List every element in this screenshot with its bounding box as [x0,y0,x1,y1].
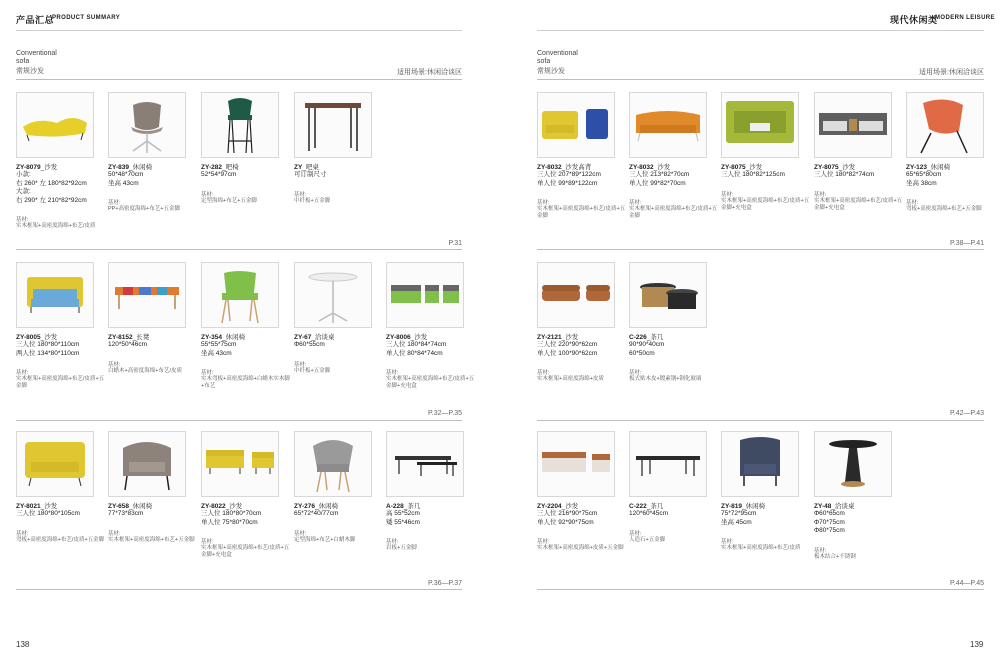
product-card [906,92,1000,213]
product-title [16,332,110,341]
left-section-heading [16,50,57,76]
material-text: 弯板+高密度海绵+布艺+五金脚 [906,206,982,212]
header-left-en: PRODUCT SUMMARY [52,15,121,21]
product-card [294,431,388,544]
product-spec: 三人位 220*90*62cm [537,341,598,348]
product-name: _长凳 [132,334,150,341]
product-spec: 三人位 180*80*110cm [16,341,80,348]
product-code: ZY-8022 [201,503,226,510]
left-section-cn: 常规沙发 [16,68,44,75]
product-code: ZY-2121 [537,334,562,341]
product-name: _吧椅 [221,164,239,171]
material-label: 基材: [721,191,734,198]
product-spec: 右 260* 左 180*82*92cm [16,179,87,187]
product-title [814,162,908,171]
material-text: 实木框架+高密度海绵+布艺/皮质+五金脚 [537,206,626,219]
product-code: ZY-839 [108,164,129,171]
product-name: _沙发 [561,334,579,341]
material-text: 实木框架+高密度海绵+布艺/皮质 [721,545,801,551]
product-title [294,501,388,510]
material-label: 基材: [814,547,827,554]
page-number-left: 138 [16,640,30,649]
product-image [201,431,279,497]
left-rule-top [16,79,462,80]
product-code: ZY-282 [201,164,222,171]
product-title [721,501,815,510]
material-text: 中纤板+五金脚 [294,197,331,204]
material-label: 基材: [721,539,734,545]
product-code: C-226 [629,334,647,341]
product-spec: 65*72*40/77cm [294,510,339,517]
product-spec: 120*60*45cm [629,510,669,517]
right-rule-top [537,79,984,80]
product-spec: 77*73*83cm [108,510,144,517]
product-image [16,431,94,497]
product-title [108,162,202,171]
product-spec: 矮 55*46cm [386,518,420,526]
material-label: 基材: [201,191,214,198]
material-label: 基材: [16,370,29,376]
product-spec: 55*55*75cm [201,341,237,348]
product-image [629,431,707,497]
product-code: ZY-8075 [721,164,746,171]
product-spec: 坐高 43cm [201,349,232,357]
product-card [386,431,480,552]
product-image [294,262,372,328]
product-code: ZY-819 [721,503,742,510]
product-card [814,431,908,561]
product-card [294,92,388,205]
product-title [386,332,480,341]
product-spec: 三人位 216*90*75cm [537,510,598,517]
product-card [201,92,295,205]
product-card [629,431,723,544]
product-title [201,501,295,510]
product-image [16,92,94,158]
product-spec: 50*48*70cm [108,171,144,178]
material-text: 定型海绵+布艺+五金脚 [201,197,257,204]
product-spec: 90*90*40cm [629,341,665,348]
product-spec: 三人位 180*80*105cm [16,510,80,517]
left-rule-1 [16,249,462,250]
product-title [537,332,631,341]
right-page-ref-3: P.44—P.45 [950,580,984,587]
material-text: 岩板+五金脚 [386,545,417,551]
material-label: 基材: [386,539,399,545]
product-name: _沙发 [410,334,428,341]
product-spec: 三人位 180*82*74cm [814,171,875,178]
product-code: ZY-2204 [537,503,562,510]
product-image [537,431,615,497]
product-spec: 坐高 45cm [721,518,752,526]
material-text: 人造石+五金脚 [629,536,666,543]
product-name: _沙发 [653,164,671,171]
material-label: 基材: [16,530,29,537]
material-label: 基材: [537,539,550,545]
right-section-en-1: Conventional [537,50,578,57]
product-name: _沙发 [561,503,579,510]
product-spec: 52*54*97cm [201,171,237,178]
material-text: 定型海绵+布艺+白蜡木脚 [294,536,356,543]
product-spec: Φ60*65cm [814,510,845,517]
product-title [108,501,202,510]
product-spec: 单人位 75*80*70cm [201,518,258,526]
header-right-cn: 现代休闲类 [890,15,938,25]
product-spec: 三人位 213*82*70cm [629,171,690,178]
product-code: C-222 [629,503,647,510]
product-image [201,92,279,158]
product-card [16,431,110,544]
right-rule-3 [537,589,984,590]
product-name: _沙发高背 [561,164,592,171]
product-title [16,162,110,171]
product-image [294,431,372,497]
product-spec: 可订制尺寸 [294,171,327,178]
product-name: _茶几 [646,334,664,341]
product-image [814,431,892,497]
product-image [629,92,707,158]
product-card [814,92,908,212]
product-name: _茶几 [646,503,664,510]
right-rule-2 [537,420,984,421]
material-text: 实木框架+高密度海绵+布艺/皮质+五金脚 [16,376,105,389]
product-title [201,162,295,171]
left-section-en-1: Conventional [16,50,57,57]
material-label: 基材: [537,200,550,206]
material-label: 基材: [294,530,307,537]
left-page-ref-1: P.31 [448,240,462,247]
product-name: _沙发 [838,164,856,171]
product-card [294,262,388,375]
product-spec: 大款: [16,188,31,195]
product-code: ZY-8079 [16,164,41,171]
left-rule-3 [16,589,462,590]
material-label: 基材: [16,217,29,223]
product-spec: Φ80*75cm [814,527,845,534]
product-code: ZY-8021 [16,503,41,510]
material-text: 实木框架+高密度海绵+布艺/皮质+五金脚+充电盒 [201,545,290,558]
product-title [537,162,631,171]
product-image [814,92,892,158]
product-spec: Φ60*55cm [294,341,325,348]
product-spec: 三人位 180*80*70cm [201,510,262,517]
product-card [108,92,202,213]
material-text: PP+高密度海绵+布艺+五金脚 [108,206,180,212]
product-image [294,92,372,158]
product-image [906,92,984,158]
material-text: 实木框架+高密度海绵+布艺/皮质+五金脚 [629,206,718,219]
product-image [108,92,186,158]
product-name: _洽谈桌 [831,503,855,510]
product-name: _茶几 [403,503,421,510]
product-title [721,162,815,171]
product-image [721,92,799,158]
product-title [16,501,110,510]
product-name: _休闲椅 [926,164,951,171]
product-image [16,262,94,328]
product-image [537,262,615,328]
material-text: 板木结合+不锈钢 [814,553,856,560]
material-text: 实木框架+高密度海绵+布艺/皮质+五金脚+充电盒 [721,197,810,211]
material-text: 实木框架+高密度海绵+皮质+五金脚 [537,545,624,551]
product-title [108,332,202,341]
product-spec: Φ70*75cm [814,518,845,526]
product-card [721,92,815,212]
product-name: _沙发 [40,164,58,171]
header-right-en: MODERN LEISURE [935,15,995,21]
material-label: 基材: [386,370,399,376]
product-code: ZY-8032 [537,164,562,171]
product-spec: 单人位 99*82*70cm [629,179,686,187]
material-text: 板式贴木皮+镀素钢+钢化玻璃 [629,376,702,382]
right-section-cn: 常规沙发 [537,68,565,75]
product-code: ZY-658 [108,503,129,510]
product-spec: 单人位 92*90*75cm [537,518,594,526]
product-card [629,92,723,220]
product-name: _休闲椅 [314,503,339,510]
product-spec: 单人位 99*89*122cm [537,179,598,187]
product-spec: 单人位 80*84*74cm [386,349,443,357]
header-left-cn: 产品汇总 [16,15,55,25]
material-text: 实木框架+高密度海绵+布艺/皮质+五金脚+充电盒 [814,197,903,211]
product-code: A-228 [386,503,404,510]
product-spec: 坐高 38cm [906,179,937,187]
product-code: ZY-8006 [386,334,411,341]
product-name: _沙发 [40,334,58,341]
product-card [201,431,295,559]
material-label: 基材: [537,370,550,376]
product-title [201,332,295,341]
product-image [108,262,186,328]
product-code: ZY-354 [201,334,222,341]
product-title [906,162,1000,171]
product-code: ZY-67 [294,334,312,341]
product-title [629,332,723,341]
right-page-ref-1: P.38—P.41 [950,240,984,247]
product-spec: 60*50cm [629,349,655,357]
product-spec: 65*65*80cm [906,171,942,178]
product-spec: 三人位 180*84*74cm [386,341,447,348]
right-rule-1 [537,249,984,250]
left-scene: 适用场景:休闲洽谈区 [397,69,462,76]
material-text: 实木框架+高密度海绵+布艺/皮质+五金脚+充电盒 [386,376,475,389]
product-title [814,501,908,510]
product-spec: 75*72*95cm [721,510,757,517]
material-label: 基材: [294,191,307,198]
product-title [629,162,723,171]
header-divider-right [537,30,984,31]
product-code: ZY-48 [814,503,832,510]
product-card [537,262,631,383]
right-section-heading [537,50,578,76]
material-text: 实木框架+高密度海绵+布艺/皮质 [16,223,96,229]
material-label: 基材: [201,539,214,545]
left-page-ref-2: P.32—P.35 [428,410,462,417]
material-text: 弯板+高密度海绵+布艺/皮质+五金脚 [16,536,105,543]
material-label: 基材: [629,530,642,537]
product-title [386,501,480,510]
product-spec: 高 55*52cm [386,510,420,517]
left-page-ref-3: P.36—P.37 [428,580,462,587]
material-text: 白蜡木+高密度海绵+布艺/皮质 [108,367,182,374]
product-image [201,262,279,328]
product-code: ZY-8005 [16,334,41,341]
product-card [721,431,815,552]
product-image [629,262,707,328]
header-divider-left [16,30,462,31]
product-image [721,431,799,497]
material-text: 实木弯板+高密度海绵+白蜡木实木脚+布艺 [201,376,290,389]
product-code: ZY [294,164,303,171]
product-card [108,431,202,544]
product-name: _休闲椅 [128,503,153,510]
product-spec: 三人位 180*82*125cm [721,171,785,178]
product-title [294,162,388,171]
product-spec: 三人位 207*89*122cm [537,171,601,178]
product-spec: 单人位 100*90*62cm [537,349,598,357]
product-title [537,501,631,510]
material-label: 基材: [814,191,827,198]
material-text: 实木框架+高密度海绵+布艺+五金脚 [108,536,195,543]
product-card [386,262,480,390]
product-card [201,262,295,390]
product-card [537,431,631,552]
product-card [537,92,631,220]
product-name: _沙发 [40,503,58,510]
product-spec: 坐高 43cm [108,179,139,187]
product-image [386,262,464,328]
product-card [629,262,723,383]
product-spec: 120*50*46cm [108,341,148,348]
material-label: 基材: [906,200,919,206]
product-name: _沙发 [225,503,243,510]
product-name: _沙发 [745,164,763,171]
product-code: ZY-123 [906,164,927,171]
right-section-en-2: sofa [537,58,551,65]
material-label: 基材: [108,361,121,368]
product-spec: 两人位 134*80*110cm [16,349,80,357]
product-name: _吧桌 [302,164,319,171]
product-code: ZY-276 [294,503,315,510]
product-card [16,92,110,230]
left-section-en-2: sofa [16,58,30,65]
product-spec: 右 290* 左 210*82*92cm [16,196,87,204]
right-page-ref-2: P.42—P.43 [950,410,984,417]
product-code: ZY-8032 [629,164,654,171]
product-title [629,501,723,510]
product-name: _休闲椅 [741,503,766,510]
material-text: 实木框架+高密度海绵+皮质 [537,376,604,382]
material-label: 基材: [294,361,307,368]
product-spec: 小款: [16,171,31,178]
product-image [537,92,615,158]
product-card [108,262,202,375]
product-name: _休闲椅 [221,334,246,341]
product-code: ZY-8152 [108,334,133,341]
material-label: 基材: [629,370,642,376]
product-card [16,262,110,390]
left-rule-2 [16,420,462,421]
material-label: 基材: [201,370,214,376]
product-title [294,332,388,341]
product-name: _休闲椅 [128,164,153,171]
product-image [108,431,186,497]
page-number-right: 139 [970,640,984,649]
material-text: 中纤板+五金脚 [294,367,331,374]
material-label: 基材: [629,200,642,206]
material-label: 基材: [108,530,121,537]
product-image [386,431,464,497]
product-code: ZY-8075 [814,164,839,171]
material-label: 基材: [108,200,121,206]
product-name: _洽谈桌 [311,334,335,341]
right-scene: 适用场景:休闲洽谈区 [919,69,984,76]
